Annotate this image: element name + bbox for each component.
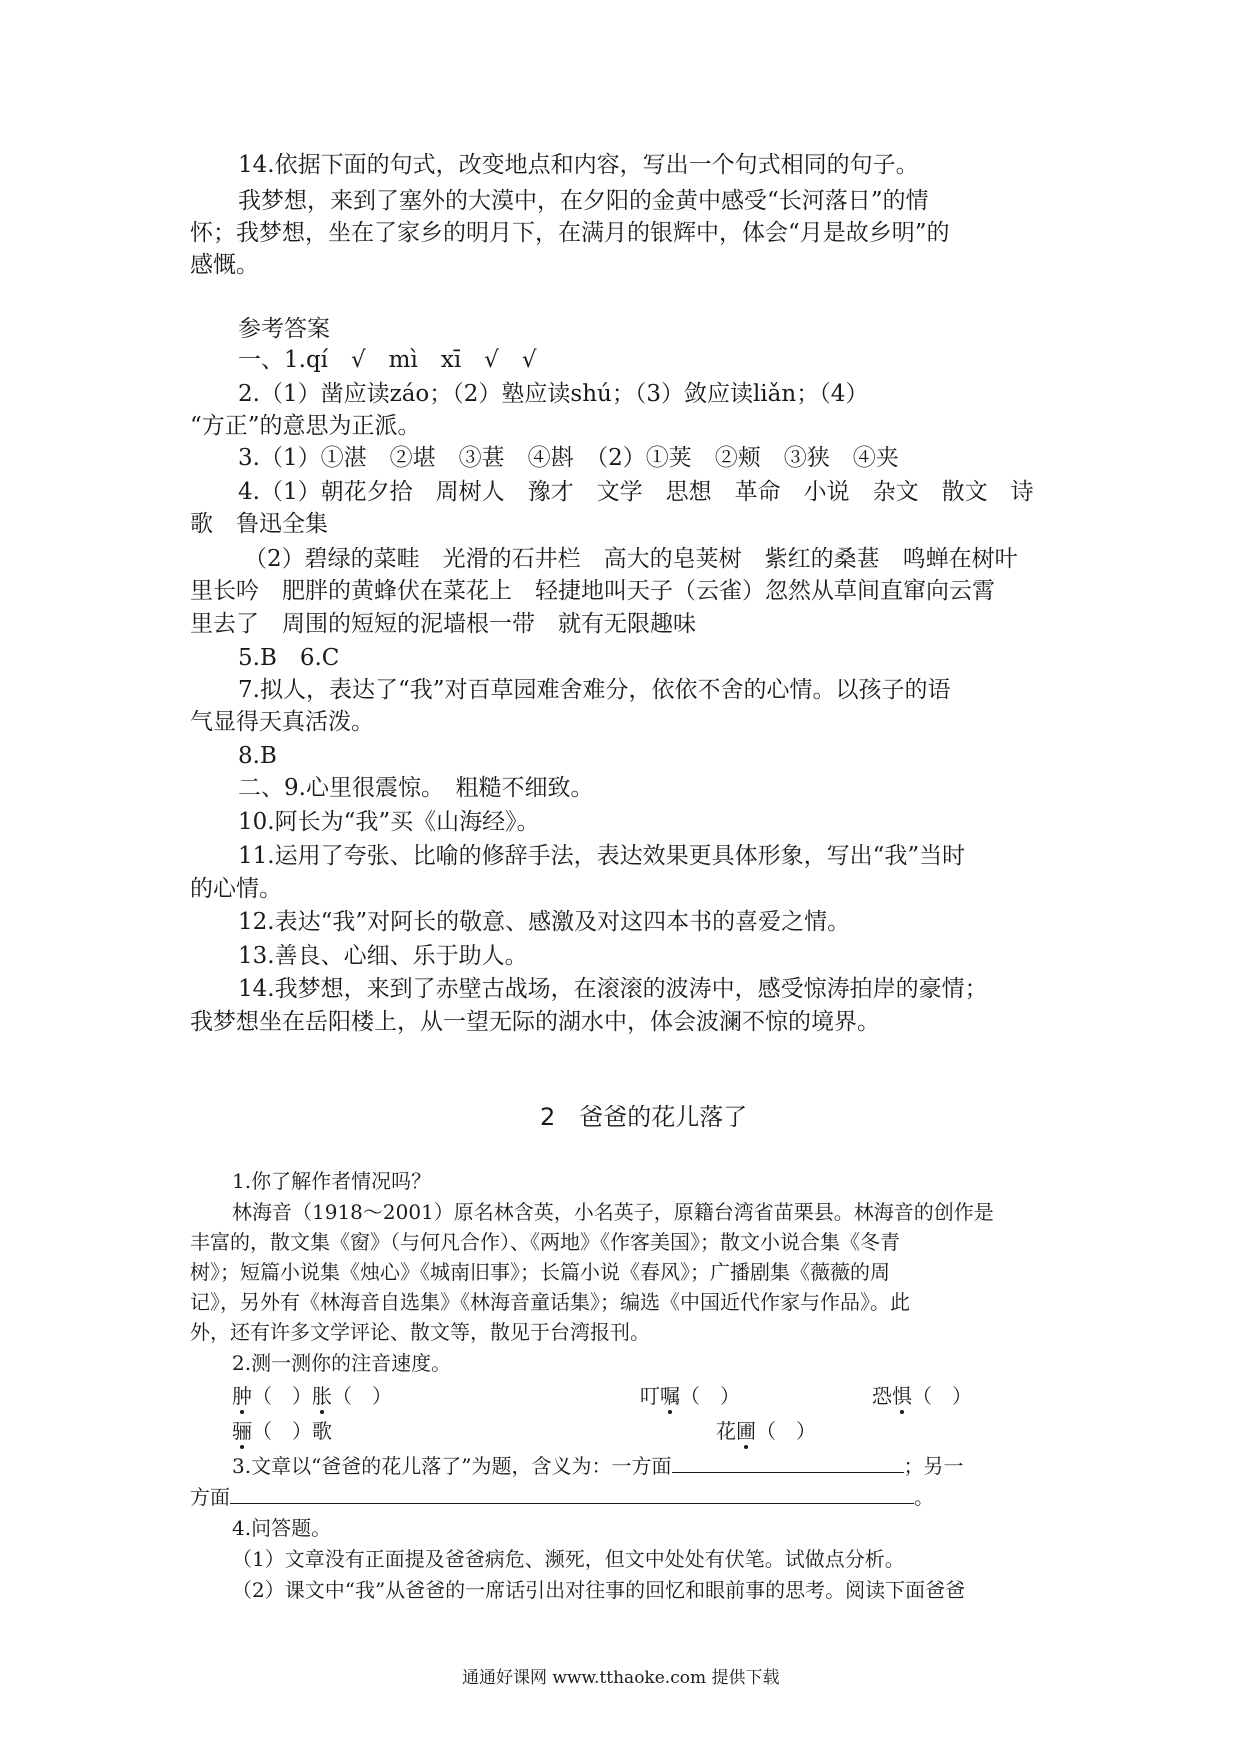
paren-blank[interactable]: （ ） xyxy=(680,1384,740,1408)
l2-q3-line2 xyxy=(190,1483,934,1510)
char-li: 骊 xyxy=(232,1419,252,1443)
char-ju: 惧 xyxy=(892,1384,912,1408)
l2-q2: 2.测一测你的注音速度。 xyxy=(232,1351,452,1375)
answer-4-line4: 里长吟 肥胖的黄蜂伏在菜花上 轻捷地叫天子（云雀）忽然从草间直窜向云霄 xyxy=(190,578,995,604)
q14-line1: 我梦想，来到了塞外的大漠中，在夕阳的金黄中感受“长河落日”的情 xyxy=(238,188,929,214)
answer-4-line5: 里去了 周围的短短的泥墙根一带 就有无限趣味 xyxy=(190,611,696,637)
q3-text-c: 方面 xyxy=(190,1485,230,1509)
lesson-title xyxy=(540,1103,747,1131)
answer-10: 10.阿长为“我”买《山海经》。 xyxy=(238,809,540,835)
q3-text-d: 。 xyxy=(914,1485,934,1509)
paren-blank[interactable]: （ ） xyxy=(252,1384,312,1408)
answer-7-line1: 7.拟人，表达了“我”对百草园难舍难分，依依不舍的心情。以孩子的语 xyxy=(238,677,951,703)
l2-q4-2: （2）课文中“我”从爸爸的一席话引出对往事的回忆和眼前事的思考。阅读下面爸爸 xyxy=(232,1578,966,1602)
answer-12: 12.表达“我”对阿长的敬意、感激及对这四本书的喜爱之情。 xyxy=(238,909,851,935)
pinyin-item-dingzhu xyxy=(640,1383,740,1409)
paren-blank[interactable]: （ ） xyxy=(912,1384,972,1408)
paren-blank[interactable]: （ ） xyxy=(252,1419,312,1443)
char-ding: 叮 xyxy=(640,1384,660,1408)
char-zhang: 胀 xyxy=(312,1384,332,1408)
lesson-number: 2 xyxy=(540,1103,556,1131)
answer-2-line2: “方正”的意思为正派。 xyxy=(190,413,421,439)
l2-para-line2: 丰富的，散文集《窗》（与何凡合作）、《两地》《作客美国》；散文小说合集《冬青 xyxy=(190,1230,900,1254)
l2-q4: 4.问答题。 xyxy=(232,1516,332,1540)
lesson-name: 爸爸的花儿落了 xyxy=(579,1103,748,1131)
char-zhu: 嘱 xyxy=(660,1384,680,1408)
answer-5-6: 5.B 6.C xyxy=(238,645,340,671)
l2-para-line4: 记》，另外有《林海音自选集》《林海音童话集》；编选《中国近代作家与作品》。此 xyxy=(190,1290,910,1314)
char-zhong: 肿 xyxy=(232,1384,252,1408)
answer-9: 二、9.心里很震惊。 粗糙不细致。 xyxy=(238,775,594,801)
answer-7-line2: 气显得天真活泼。 xyxy=(190,709,374,735)
answer-3: 3.（1）①湛 ②堪 ③葚 ④斟 （2）①荚 ②颊 ③狭 ④夹 xyxy=(238,445,899,471)
answer-4-line3: （2）碧绿的菜畦 光滑的石井栏 高大的皂荚树 紫红的桑葚 鸣蝉在树叶 xyxy=(244,546,1018,572)
answers-heading: 参考答案 xyxy=(238,316,330,342)
answer-4-line1: 4.（1）朝花夕拾 周树人 豫才 文学 思想 革命 小说 杂文 散文 诗 xyxy=(238,479,1034,505)
q3-blank-2[interactable] xyxy=(230,1483,914,1504)
q3-text-a: 3.文章以“爸爸的花儿落了”为题，含义为：一方面 xyxy=(232,1454,672,1478)
answer-8: 8.B xyxy=(238,743,277,769)
char-hua: 花 xyxy=(716,1419,736,1443)
answer-14-line2: 我梦想坐在岳阳楼上，从一望无际的湖水中，体会波澜不惊的境界。 xyxy=(190,1009,880,1035)
q3-text-b: ；另一 xyxy=(903,1454,964,1478)
answer-13: 13.善良、心细、乐于助人。 xyxy=(238,943,528,969)
q14-line3: 感慨。 xyxy=(190,252,259,278)
char-ge: 歌 xyxy=(312,1419,332,1443)
answer-4-line2: 歌 鲁迅全集 xyxy=(190,511,328,537)
l2-para-line1: 林海音（1918～2001）原名林含英，小名英子，原籍台湾省苗栗县。林海音的创作是 xyxy=(232,1200,994,1224)
answer-11-line1: 11.运用了夸张、比喻的修辞手法，表达效果更具体形象，写出“我”当时 xyxy=(238,843,966,869)
char-kong: 恐 xyxy=(872,1384,892,1408)
pinyin-item-huapu xyxy=(716,1418,816,1444)
l2-q3-line1 xyxy=(232,1452,964,1479)
answer-1: 一、1.qí √ mì xī √ √ xyxy=(238,347,537,373)
l2-para-line3: 树》；短篇小说集《烛心》《城南旧事》；长篇小说《春风》；广播剧集《薇薇的周 xyxy=(190,1260,890,1284)
l2-para-line5: 外，还有许多文学评论、散文等，散见于台湾报刊。 xyxy=(190,1320,650,1344)
paren-blank[interactable]: （ ） xyxy=(756,1419,816,1443)
pinyin-item-kongju xyxy=(872,1383,972,1409)
answer-11-line2: 的心情。 xyxy=(190,876,282,902)
l2-q4-1: （1）文章没有正面提及爸爸病危、濒死，但文中处处有伏笔。试做点分析。 xyxy=(232,1547,905,1571)
char-pu: 圃 xyxy=(736,1419,756,1443)
answer-14-line1: 14.我梦想，来到了赤壁古战场，在滚滚的波涛中，感受惊涛拍岸的豪情； xyxy=(238,976,988,1002)
pinyin-item-lige xyxy=(232,1418,332,1444)
paren-blank[interactable]: （ ） xyxy=(332,1384,392,1408)
answer-2-line1: 2.（1）凿应读záo；（2）塾应读shú；（3）敛应读liǎn；（4） xyxy=(238,381,869,407)
q14-prompt: 14.依据下面的句式，改变地点和内容，写出一个句式相同的句子。 xyxy=(238,152,919,178)
pinyin-item-zhong-zhang xyxy=(232,1383,392,1409)
l2-q1: 1.你了解作者情况吗？ xyxy=(232,1169,432,1193)
q14-line2: 怀；我梦想，坐在了家乡的明月下，在满月的银辉中，体会“月是故乡明”的 xyxy=(190,220,950,246)
page-footer: 通通好课网 www.tthaoke.com 提供下载 xyxy=(462,1668,780,1688)
q3-blank-1[interactable] xyxy=(672,1452,904,1473)
